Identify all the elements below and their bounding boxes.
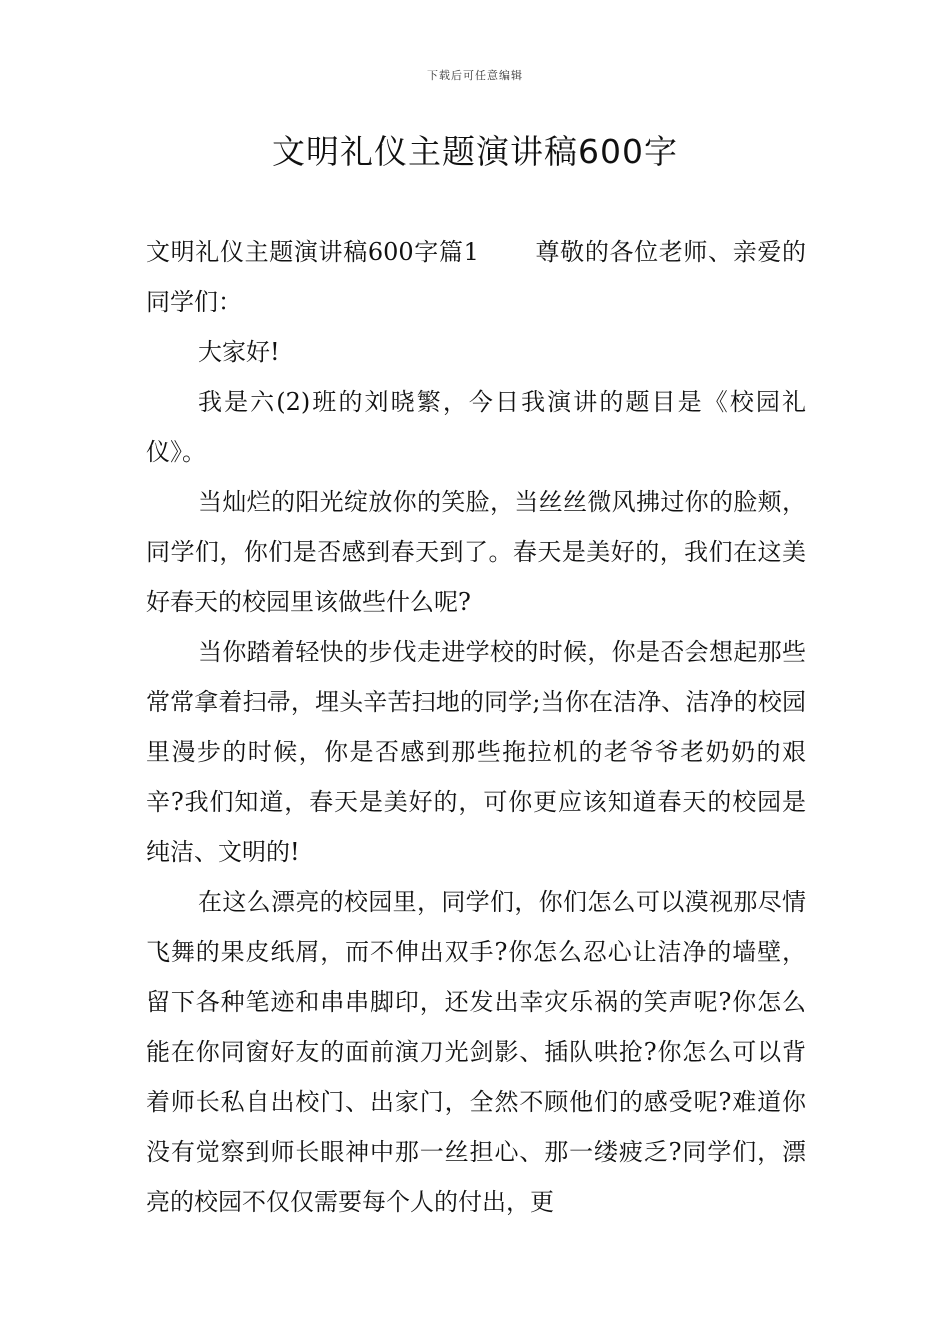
- paragraph: 当灿烂的阳光绽放你的笑脸，当丝丝微风拂过你的脸颊，同学们，你们是否感到春天到了。春天是美好的，我们在这美好春天的校园里该做些什么呢?: [146, 488, 806, 616]
- intro-paragraph: [146, 227, 806, 327]
- paragraph: 在这么漂亮的校园里，同学们，你们怎么可以漠视那尽情飞舞的果皮纸屑，而不伸出双手?你怎么忍心让洁净的墙壁，留下各种笔迹和串串脚印，还发出幸灾乐祸的笑声呢?你怎么能在你同窗好友的面前演刀光剑影、插队哄抢?你怎么可以背着师长私自出校门、出家门，全然不顾他们的感受呢?难道你没有觉察到师长眼神中那一丝担心、那一缕疲乏?同学们，漂亮的校园不仅仅需要每个人的付出，更: [146, 888, 806, 1216]
- paragraph: 当你踏着轻快的步伐走进学校的时候，你是否会想起那些常常拿着扫帚，埋头辛苦扫地的同学;当你在洁净、洁净的校园里漫步的时候，你是否感到那些拖拉机的老爷爷老奶奶的艰辛?我们知道，春天是美好的，可你更应该知道春天的校园是纯洁、文明的!: [146, 638, 806, 866]
- header-note: 下载后可任意编辑: [427, 69, 523, 82]
- document-body: [146, 227, 806, 1227]
- document-title: 文明礼仪主题演讲稿600字: [272, 132, 678, 171]
- paragraph: 我是六(2)班的刘晓繁，今日我演讲的题目是《校园礼仪》。: [146, 388, 806, 466]
- paragraph: 大家好!: [198, 338, 280, 366]
- salutation: 尊敬的各位老师、亲爱的同学们：: [146, 238, 807, 316]
- section-label: 文明礼仪主题演讲稿600字篇1: [146, 238, 479, 266]
